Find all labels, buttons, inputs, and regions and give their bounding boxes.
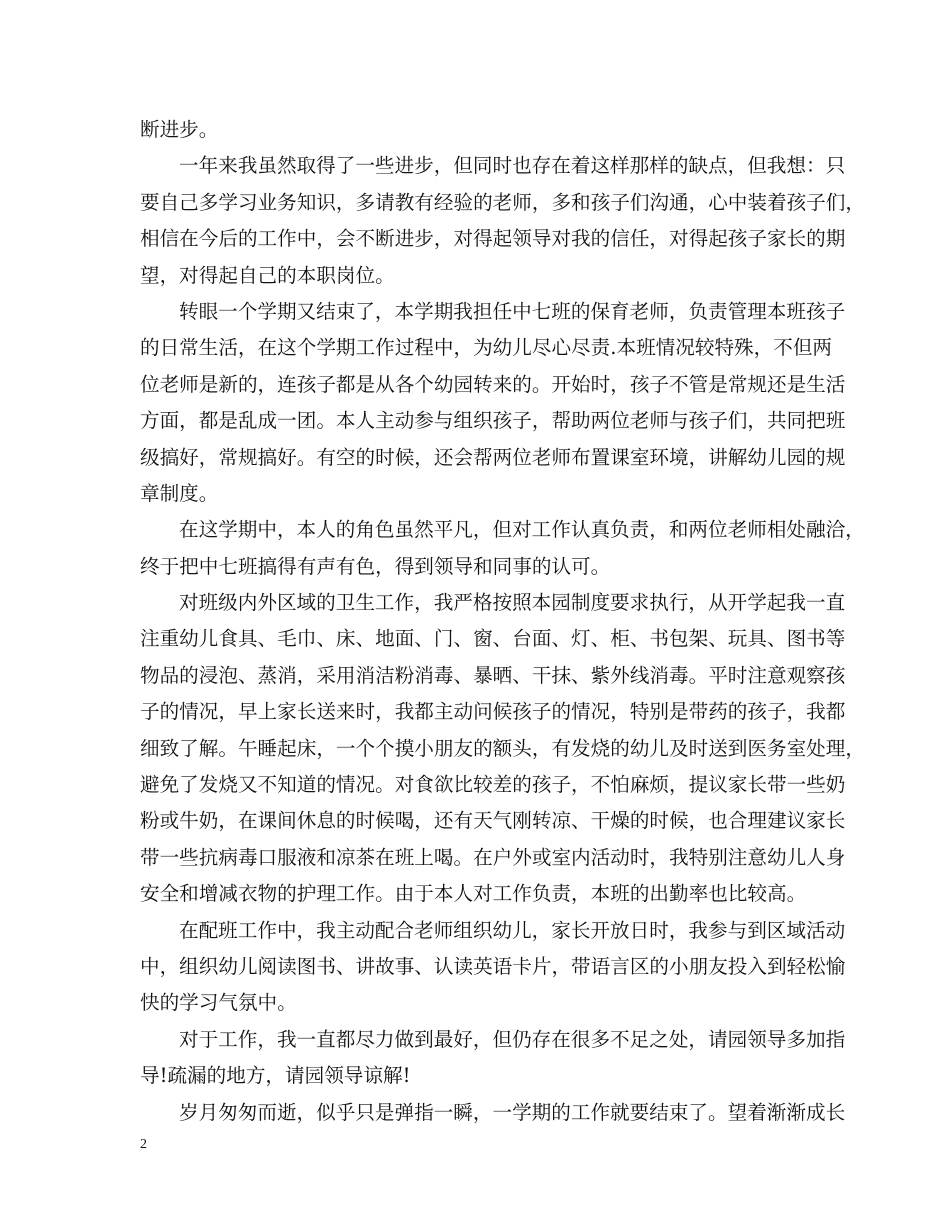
text-line: 在这学期中，本人的角色虽然平凡，但对工作认真负责，和两位老师相处融洽， [179,518,865,542]
text-line: 转眼一个学期又结束了，本学期我担任中七班的保育老师，负责管理本班孩子 [179,299,846,323]
text-line: 一年来我虽然取得了一些进步，但同时也存在着这样那样的缺点，但我想：只 [179,154,846,178]
text-line: 位老师是新的，连孩子都是从各个幼园转来的。开始时，孩子不管是常规还是生活 [140,372,846,396]
text-line: 终于把中七班搞得有声有色，得到领导和同事的认可。 [140,554,611,578]
text-line: 细致了解。午睡起床，一个个摸小朋友的额头，有发烧的幼儿及时送到医务室处理， [140,736,865,760]
text-line: 导!疏漏的地方，请园领导谅解! [140,1064,411,1088]
text-line: 物品的浸泡、蒸消，采用消洁粉消毒、暴晒、干抹、紫外线消毒。平时注意观察孩 [140,663,846,687]
text-line: 相信在今后的工作中，会不断进步，对得起领导对我的信任，对得起孩子家长的期 [140,227,846,251]
text-line: 避免了发烧又不知道的情况。对食欲比较差的孩子，不怕麻烦，提议家长带一些奶 [140,773,846,797]
page-number: 2 [140,1137,147,1152]
text-line: 安全和增减衣物的护理工作。由于本人对工作负责，本班的出勤率也比较高。 [140,882,807,906]
text-line: 粉或牛奶，在课间休息的时候喝，还有天气刚转凉、干燥的时候，也合理建议家长 [140,809,846,833]
text-line: 在配班工作中，我主动配合老师组织幼儿，家长开放日时，我参与到区域活动 [179,918,846,942]
text-line: 要自己多学习业务知识，多请教有经验的老师，多和孩子们沟通，心中装着孩子们， [140,190,865,214]
text-line: 中，组织幼儿阅读图书、讲故事、认读英语卡片，带语言区的小朋友投入到轻松愉 [140,954,846,978]
text-line: 章制度。 [140,481,219,505]
text-line: 对于工作，我一直都尽力做到最好，但仍存在很多不足之处，请园领导多加指 [179,1027,846,1051]
text-line: 望，对得起自己的本职岗位。 [140,263,395,287]
text-line: 方面，都是乱成一团。本人主动参与组织孩子，帮助两位老师与孩子们，共同把班 [140,409,846,433]
document-body [140,112,865,1131]
text-line: 注重幼儿食具、毛巾、床、地面、门、窗、台面、灯、柜、书包架、玩具、图书等 [140,627,846,651]
text-line: 快的学习气氛中。 [140,991,297,1015]
text-line: 对班级内外区域的卫生工作，我严格按照本园制度要求执行，从开学起我一直 [179,591,846,615]
text-line: 级搞好，常规搞好。有空的时候，还会帮两位老师布置课室环境，讲解幼儿园的规 [140,445,846,469]
text-line: 子的情况，早上家长送来时，我都主动问候孩子的情况，特别是带药的孩子，我都 [140,700,846,724]
text-line: 断进步。 [140,118,219,141]
text-line: 岁月匆匆而逝，似乎只是弹指一瞬，一学期的工作就要结束了。望着渐渐成长 [179,1100,846,1124]
text-line: 带一些抗病毒口服液和凉茶在班上喝。在户外或室内活动时，我特别注意幼儿人身 [140,845,846,869]
text-line: 的日常生活，在这个学期工作过程中，为幼儿尽心尽责.本班情况较特殊，不但两 [140,336,833,360]
